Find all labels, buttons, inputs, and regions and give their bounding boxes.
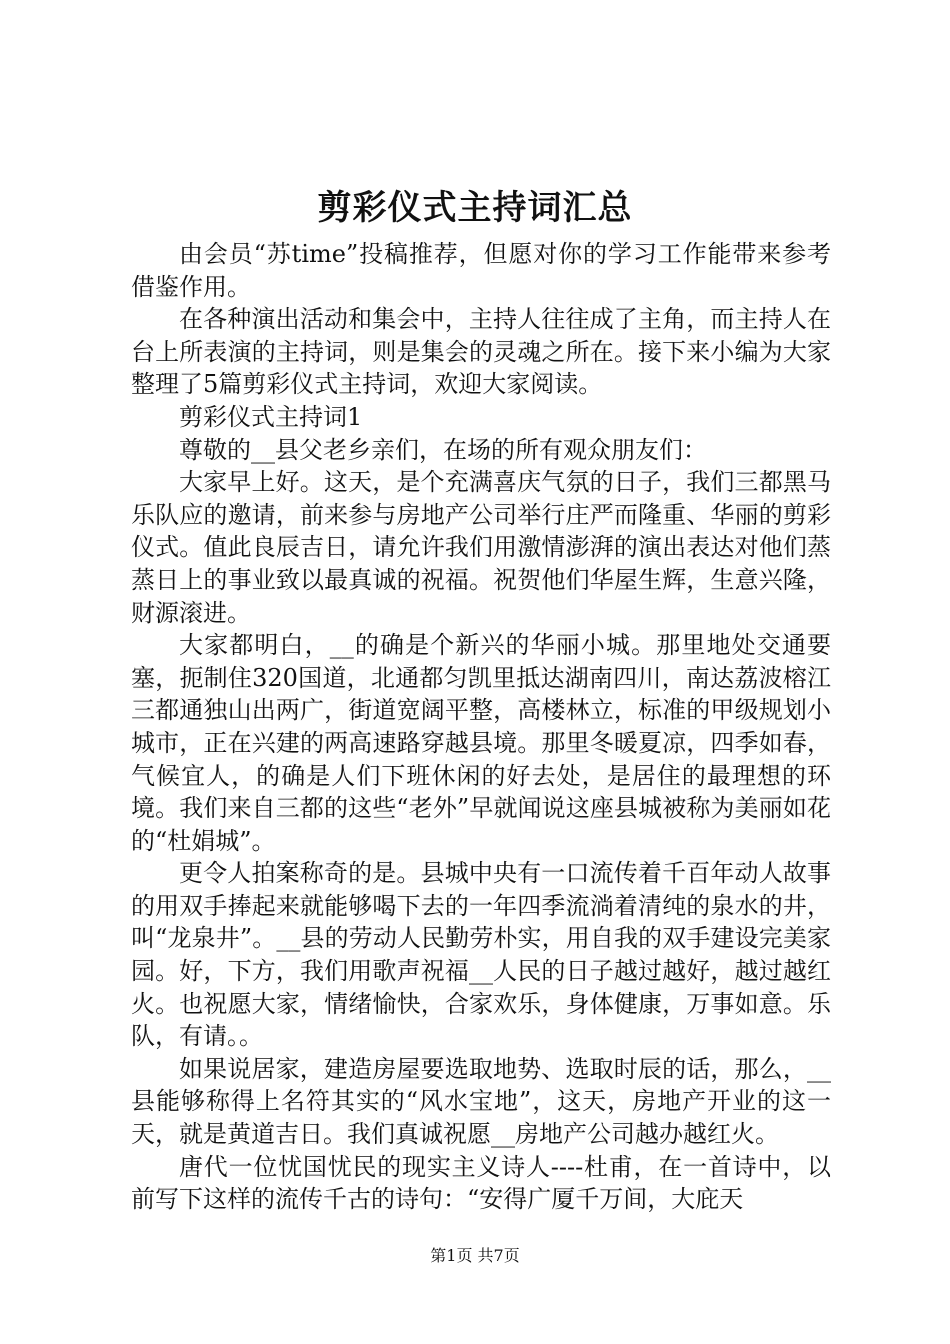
document-body xyxy=(131,238,831,1216)
paragraph-greeting: 尊敬的__县父老乡亲们，在场的所有观众朋友们： xyxy=(179,435,707,464)
paragraph-body-5: 唐代一位忧国忧民的现实主义诗人----杜甫，在一首诗中，以前写下这样的流传千古的诗句：“安得广厦千万间，大庇天 xyxy=(131,1152,831,1214)
paragraph-body-4: 如果说居家，建造房屋要选取地势、选取时辰的话，那么，__县能够称得上名符其实的“风水宝地”，这天，房地产开业的这一天，就是黄道吉日。我们真诚祝愿__房地产公司越办越红火。 xyxy=(131,1054,831,1149)
document-title: 剪彩仪式主持词汇总 xyxy=(317,188,633,228)
paragraph-body-2: 大家都明白，__的确是个新兴的华丽小城。那里地处交通要塞，扼制住320国道，北通都匀凯里抵达湖南四川，南达荔波榕江三都通独山出两广，街道宽阔平整，高楼林立，标准的甲级规划小城市，正在兴建的两高速路穿越县境。那里冬暖夏凉，四季如春，气候宜人，的确是人们下班休闲的好去处，是居住的最理想的环境。我们来自三都的这些“老外”早就闻说这座县城被称为美丽如花的“杜娟城”。 xyxy=(131,631,831,855)
paragraph-body-1: 大家早上好。这天，是个充满喜庆气氛的日子，我们三都黑马乐队应的邀请，前来参与房地产公司举行庄严而隆重、华丽的剪彩仪式。值此良辰吉日，请允许我们用激情澎湃的演出表达对他们蒸蒸日上的事业致以最真诚的祝福。祝贺他们华屋生辉，生意兴隆，财源滚进。 xyxy=(131,468,831,627)
paragraph-body-3: 更令人拍案称奇的是。县城中央有一口流传着千百年动人故事的用双手捧起来就能够喝下去的一年四季流淌着清纯的泉水的井，叫“龙泉井”。__县的劳动人民勤劳朴实，用自我的双手建设完美家园。好，下方，我们用歌声祝福__人民的日子越过越好，越过越红火。也祝愿大家，情绪愉快，合家欢乐，身体健康，万事如意。乐队，有请。。 xyxy=(131,859,831,1051)
paragraph-overview: 在各种演出活动和集会中，主持人往往成了主角，而主持人在台上所表演的主持词，则是集会的灵魂之所在。接下来小编为大家整理了5篇剪彩仪式主持词，欢迎大家阅读。 xyxy=(131,305,831,399)
section-heading-1: 剪彩仪式主持词1 xyxy=(179,402,363,431)
page-number-footer: 第1页 共7页 xyxy=(430,1246,520,1265)
paragraph-intro: 由会员“苏time”投稿推荐，但愿对你的学习工作能带来参考借鉴作用。 xyxy=(131,240,831,301)
